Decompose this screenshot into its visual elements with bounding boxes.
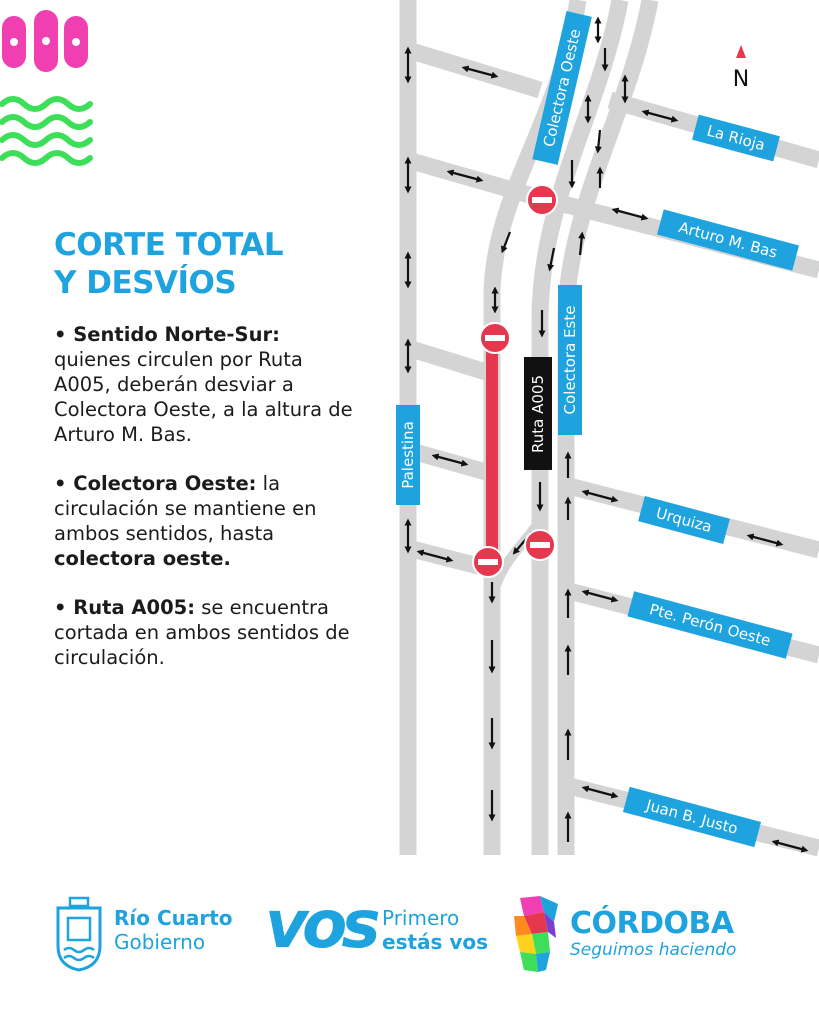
no-entry-icon <box>473 547 503 577</box>
road-street-w1 <box>408 348 486 372</box>
shield-icon <box>54 896 104 972</box>
street-label-peron <box>627 591 792 659</box>
info-item-text: la circulación se mantiene en ambos sentidos, hasta <box>54 472 317 545</box>
rio-cuarto-sub: Gobierno <box>114 930 206 954</box>
cordoba-logo <box>510 894 770 984</box>
cordoba-sub: Seguimos haciendo <box>570 940 737 960</box>
info-item-text: se encuentra cortada en ambos sentidos de circulación. <box>54 596 350 669</box>
north-arrow-icon <box>733 45 749 92</box>
svg-text:Ruta A005: Ruta A005 <box>529 375 547 453</box>
svg-text:Urquiza: Urquiza <box>654 503 714 537</box>
info-item-label: • Colectora Oeste: <box>54 472 257 495</box>
no-entry-icon <box>527 185 557 215</box>
street-label-colectora-este <box>558 285 582 435</box>
svg-text:Pte. Perón Oeste: Pte. Perón Oeste <box>647 600 773 650</box>
rio-cuarto-name: Río Cuarto <box>114 906 233 930</box>
north-label: N <box>732 67 750 92</box>
svg-text:Colectora Oeste: Colectora Oeste <box>539 27 585 149</box>
info-item-emphasis: colectora oeste. <box>54 547 231 570</box>
title-line-2: Y DESVÍOS <box>54 265 237 301</box>
info-item-label: • Sentido Norte-Sur: <box>54 323 280 346</box>
cordoba-name: CÓRDOBA <box>570 906 734 941</box>
svg-text:Palestina: Palestina <box>399 421 417 489</box>
cordoba-map-icon <box>510 894 562 974</box>
info-item-label: • Ruta A005: <box>54 596 196 619</box>
svg-text:Arturo M. Bas: Arturo M. Bas <box>676 218 780 262</box>
street-label-palestina <box>396 405 420 505</box>
vos-line-2: estás vos <box>382 930 489 954</box>
street-label-ruta-a005 <box>524 357 552 470</box>
rio-cuarto-logo <box>54 896 254 976</box>
svg-text:La Rioja: La Rioja <box>704 121 768 155</box>
street-label-arturo-bas <box>657 209 799 270</box>
vos-line-1: Primero <box>382 906 460 930</box>
svg-text:Colectora Este: Colectora Este <box>561 305 579 415</box>
svg-text:Juan B. Justo: Juan B. Justo <box>644 796 740 838</box>
vos-wordmark: vos <box>265 886 375 963</box>
footer-logos <box>0 880 819 1024</box>
vos-logo <box>265 886 505 974</box>
info-item-text: quienes circulen por Ruta A005, deberán desviar a Colectora Oeste, a la altura de Arturo M. Bas. <box>54 348 353 446</box>
no-entry-icon <box>480 323 510 353</box>
street-label-juan-b-justo <box>623 787 761 847</box>
no-entry-icon <box>525 530 555 560</box>
title-line-1: CORTE TOTAL <box>54 227 284 263</box>
street-label-urquiza <box>638 496 730 544</box>
street-label-la-rioja <box>692 115 780 162</box>
